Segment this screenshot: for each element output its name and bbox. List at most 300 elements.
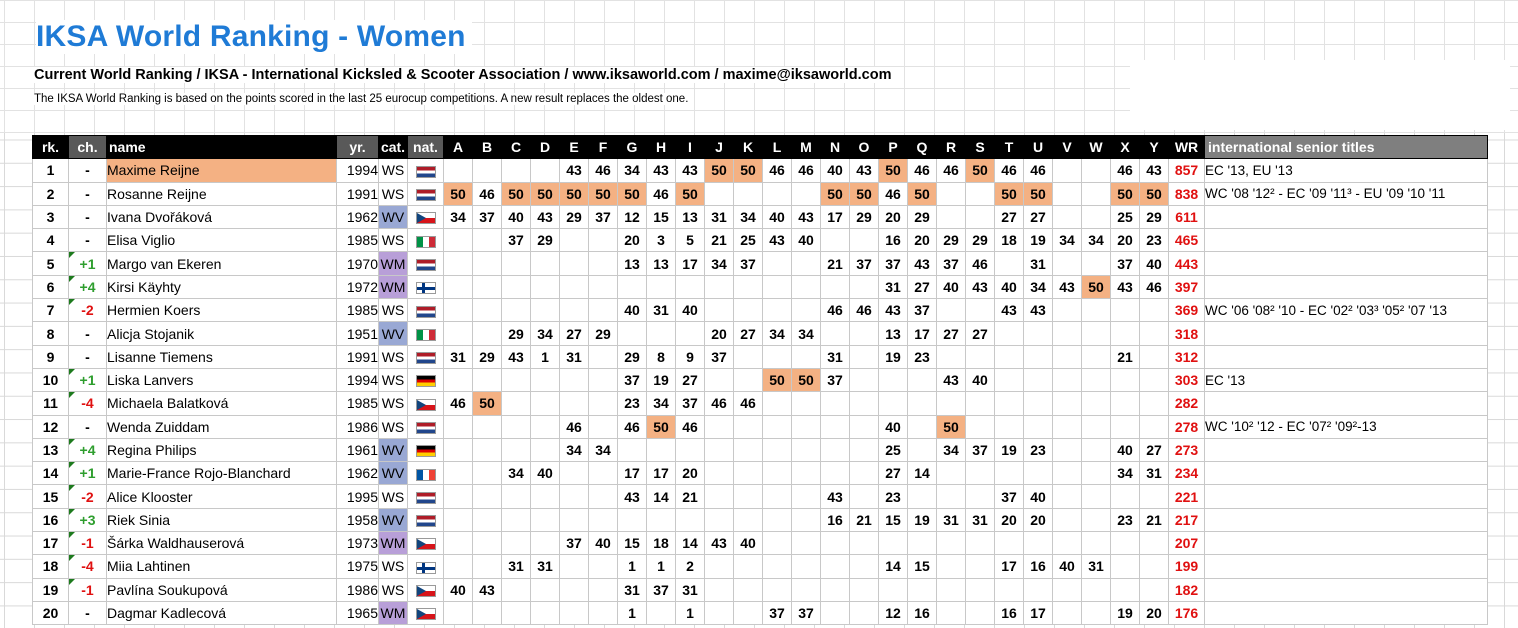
points-cell-b <box>473 229 502 252</box>
rank-cell: 10 <box>33 368 69 391</box>
category-cell: WS <box>379 368 408 391</box>
points-cell-y <box>1140 415 1169 438</box>
points-cell-v <box>1053 159 1082 182</box>
table-row[interactable] <box>33 485 1488 508</box>
header-ch[interactable]: ch. <box>69 136 107 159</box>
points-cell-a <box>444 438 473 461</box>
points-cell-j <box>705 275 734 298</box>
titles-cell <box>1205 438 1488 461</box>
points-cell-k: 27 <box>734 322 763 345</box>
titles-cell <box>1205 532 1488 555</box>
nation-cell <box>408 159 444 182</box>
points-cell-r: 29 <box>937 229 966 252</box>
rank-cell: 18 <box>33 555 69 578</box>
name-cell: Šárka Waldhauserová <box>107 532 337 555</box>
header-comp-g[interactable]: G <box>618 136 647 159</box>
flag-it-icon <box>416 329 436 341</box>
flag-cz-icon <box>416 538 436 550</box>
table-row[interactable] <box>33 578 1488 601</box>
points-cell-y: 40 <box>1140 252 1169 275</box>
points-cell-x <box>1111 485 1140 508</box>
points-cell-y <box>1140 299 1169 322</box>
points-cell-w <box>1082 601 1111 624</box>
points-cell-w <box>1082 205 1111 228</box>
table-row[interactable] <box>33 415 1488 438</box>
points-cell-v <box>1053 368 1082 391</box>
points-cell-w: 31 <box>1082 555 1111 578</box>
points-cell-n: 46 <box>821 299 850 322</box>
header-comp-t[interactable]: T <box>995 136 1024 159</box>
nation-cell <box>408 532 444 555</box>
category-cell: WM <box>379 532 408 555</box>
header-titles[interactable]: international senior titles <box>1205 136 1488 159</box>
header-comp-s[interactable]: S <box>966 136 995 159</box>
points-cell-b <box>473 555 502 578</box>
points-cell-m <box>792 392 821 415</box>
name-cell: Maxime Reijne <box>107 159 337 182</box>
points-cell-q: 46 <box>908 159 937 182</box>
header-comp-n[interactable]: N <box>821 136 850 159</box>
points-cell-n <box>821 532 850 555</box>
rank-cell: 8 <box>33 322 69 345</box>
points-cell-l: 37 <box>763 601 792 624</box>
points-cell-u: 19 <box>1024 229 1053 252</box>
points-cell-k <box>734 275 763 298</box>
points-cell-v <box>1053 299 1082 322</box>
change-cell: - <box>69 345 107 368</box>
titles-cell: EC '13 <box>1205 368 1488 391</box>
table-row[interactable] <box>33 229 1488 252</box>
points-cell-w <box>1082 322 1111 345</box>
points-cell-s <box>966 392 995 415</box>
points-cell-e <box>560 508 589 531</box>
points-cell-m: 50 <box>792 368 821 391</box>
change-cell: -2 <box>69 485 107 508</box>
points-cell-k <box>734 555 763 578</box>
points-cell-m <box>792 462 821 485</box>
points-cell-o: 37 <box>850 252 879 275</box>
world-ranking-points: 273 <box>1169 438 1205 461</box>
points-cell-k <box>734 368 763 391</box>
points-cell-e <box>560 578 589 601</box>
points-cell-u <box>1024 532 1053 555</box>
flag-nl-icon <box>416 352 436 364</box>
header-comp-h[interactable]: H <box>647 136 676 159</box>
points-cell-x: 37 <box>1111 252 1140 275</box>
header-name[interactable]: name <box>107 136 337 159</box>
points-cell-d <box>531 438 560 461</box>
points-cell-q: 17 <box>908 322 937 345</box>
points-cell-x: 20 <box>1111 229 1140 252</box>
points-cell-c: 34 <box>502 462 531 485</box>
points-cell-h: 50 <box>647 415 676 438</box>
points-cell-p: 15 <box>879 508 908 531</box>
world-ranking-points: 217 <box>1169 508 1205 531</box>
points-cell-j <box>705 438 734 461</box>
points-cell-s <box>966 345 995 368</box>
change-cell: +1 <box>69 368 107 391</box>
points-cell-x: 40 <box>1111 438 1140 461</box>
header-wr[interactable]: WR <box>1169 136 1205 159</box>
name-cell: Rosanne Reijne <box>107 182 337 205</box>
table-row[interactable] <box>33 159 1488 182</box>
points-cell-r: 34 <box>937 438 966 461</box>
titles-cell <box>1205 345 1488 368</box>
points-cell-w <box>1082 392 1111 415</box>
world-ranking-points: 221 <box>1169 485 1205 508</box>
header-comp-b[interactable]: B <box>473 136 502 159</box>
header-comp-x[interactable]: X <box>1111 136 1140 159</box>
points-cell-n <box>821 462 850 485</box>
points-cell-w <box>1082 438 1111 461</box>
year-cell: 1961 <box>337 438 379 461</box>
rank-cell: 16 <box>33 508 69 531</box>
points-cell-c: 43 <box>502 345 531 368</box>
points-cell-p: 50 <box>879 159 908 182</box>
header-comp-f[interactable]: F <box>589 136 618 159</box>
nation-cell <box>408 229 444 252</box>
points-cell-d <box>531 485 560 508</box>
points-cell-l <box>763 438 792 461</box>
points-cell-d <box>531 601 560 624</box>
points-cell-p: 19 <box>879 345 908 368</box>
points-cell-u <box>1024 578 1053 601</box>
points-cell-e <box>560 368 589 391</box>
points-cell-k <box>734 182 763 205</box>
points-cell-u: 46 <box>1024 159 1053 182</box>
header-comp-r[interactable]: R <box>937 136 966 159</box>
name-cell: Miia Lahtinen <box>107 555 337 578</box>
points-cell-o <box>850 532 879 555</box>
points-cell-x <box>1111 299 1140 322</box>
points-cell-a <box>444 275 473 298</box>
points-cell-b <box>473 508 502 531</box>
category-cell: WM <box>379 275 408 298</box>
flag-fr-icon <box>416 469 436 481</box>
points-cell-b <box>473 275 502 298</box>
category-cell: WS <box>379 182 408 205</box>
points-cell-q: 29 <box>908 205 937 228</box>
name-cell: Regina Philips <box>107 438 337 461</box>
points-cell-r <box>937 532 966 555</box>
points-cell-b <box>473 159 502 182</box>
points-cell-p <box>879 532 908 555</box>
points-cell-f <box>589 299 618 322</box>
name-cell: Hermien Koers <box>107 299 337 322</box>
points-cell-g: 12 <box>618 205 647 228</box>
table-row[interactable] <box>33 392 1488 415</box>
points-cell-d: 50 <box>531 182 560 205</box>
change-cell: -1 <box>69 578 107 601</box>
points-cell-n: 16 <box>821 508 850 531</box>
points-cell-a <box>444 555 473 578</box>
category-cell: WS <box>379 485 408 508</box>
points-cell-c <box>502 252 531 275</box>
table-row[interactable] <box>33 462 1488 485</box>
change-cell: -2 <box>69 299 107 322</box>
points-cell-m: 34 <box>792 322 821 345</box>
points-cell-u <box>1024 415 1053 438</box>
year-cell: 1972 <box>337 275 379 298</box>
year-cell: 1962 <box>337 462 379 485</box>
points-cell-d <box>531 508 560 531</box>
change-cell: - <box>69 601 107 624</box>
change-cell: +4 <box>69 275 107 298</box>
header-comp-a[interactable]: A <box>444 136 473 159</box>
points-cell-j <box>705 462 734 485</box>
points-cell-n <box>821 415 850 438</box>
points-cell-v <box>1053 415 1082 438</box>
points-cell-w <box>1082 532 1111 555</box>
flag-nl-icon <box>416 422 436 434</box>
points-cell-w: 50 <box>1082 275 1111 298</box>
points-cell-h: 37 <box>647 578 676 601</box>
points-cell-u <box>1024 392 1053 415</box>
points-cell-s: 27 <box>966 322 995 345</box>
nation-cell <box>408 438 444 461</box>
points-cell-x: 46 <box>1111 159 1140 182</box>
points-cell-j: 21 <box>705 229 734 252</box>
name-cell: Riek Sinia <box>107 508 337 531</box>
points-cell-o: 21 <box>850 508 879 531</box>
table-row[interactable] <box>33 555 1488 578</box>
points-cell-l <box>763 275 792 298</box>
points-cell-i: 2 <box>676 555 705 578</box>
points-cell-m <box>792 532 821 555</box>
page-subtitle: Current World Ranking / IKSA - International Kicksled & Scooter Association / www.iksaworld.com / maxime@iksaworld.com <box>34 67 897 83</box>
points-cell-c: 40 <box>502 205 531 228</box>
header-comp-o[interactable]: O <box>850 136 879 159</box>
points-cell-d: 43 <box>531 205 560 228</box>
points-cell-o <box>850 275 879 298</box>
header-nat[interactable]: nat. <box>408 136 444 159</box>
points-cell-p: 16 <box>879 229 908 252</box>
points-cell-e <box>560 485 589 508</box>
points-cell-r <box>937 392 966 415</box>
year-cell: 1986 <box>337 415 379 438</box>
table-row[interactable] <box>33 299 1488 322</box>
points-cell-h: 19 <box>647 368 676 391</box>
name-cell: Dagmar Kadlecová <box>107 601 337 624</box>
header-comp-q[interactable]: Q <box>908 136 937 159</box>
points-cell-s: 31 <box>966 508 995 531</box>
table-row[interactable] <box>33 182 1488 205</box>
points-cell-m <box>792 578 821 601</box>
points-cell-e: 31 <box>560 345 589 368</box>
points-cell-y <box>1140 578 1169 601</box>
points-cell-v: 40 <box>1053 555 1082 578</box>
points-cell-j: 37 <box>705 345 734 368</box>
points-cell-c: 29 <box>502 322 531 345</box>
nation-cell <box>408 205 444 228</box>
points-cell-c <box>502 299 531 322</box>
table-row[interactable] <box>33 275 1488 298</box>
flag-cz-icon <box>416 608 436 620</box>
points-cell-x <box>1111 532 1140 555</box>
header-comp-i[interactable]: I <box>676 136 705 159</box>
points-cell-b <box>473 322 502 345</box>
header-comp-j[interactable]: J <box>705 136 734 159</box>
points-cell-d <box>531 299 560 322</box>
points-cell-i: 37 <box>676 392 705 415</box>
change-cell: - <box>69 205 107 228</box>
year-cell: 1994 <box>337 368 379 391</box>
points-cell-s: 29 <box>966 229 995 252</box>
header-rk[interactable]: rk. <box>33 136 69 159</box>
header-comp-k[interactable]: K <box>734 136 763 159</box>
table-row[interactable] <box>33 508 1488 531</box>
points-cell-w <box>1082 299 1111 322</box>
table-row[interactable] <box>33 532 1488 555</box>
points-cell-y <box>1140 368 1169 391</box>
points-cell-w <box>1082 368 1111 391</box>
flag-nl-icon <box>416 492 436 504</box>
points-cell-y: 29 <box>1140 205 1169 228</box>
world-ranking-points: 182 <box>1169 578 1205 601</box>
points-cell-s <box>966 205 995 228</box>
points-cell-x: 34 <box>1111 462 1140 485</box>
points-cell-x: 43 <box>1111 275 1140 298</box>
points-cell-i: 1 <box>676 601 705 624</box>
points-cell-t: 50 <box>995 182 1024 205</box>
world-ranking-points: 838 <box>1169 182 1205 205</box>
header-yr[interactable]: yr. <box>337 136 379 159</box>
points-cell-l: 50 <box>763 368 792 391</box>
header-comp-v[interactable]: V <box>1053 136 1082 159</box>
rank-cell: 17 <box>33 532 69 555</box>
points-cell-l <box>763 415 792 438</box>
header-comp-m[interactable]: M <box>792 136 821 159</box>
points-cell-d <box>531 578 560 601</box>
points-cell-q <box>908 578 937 601</box>
change-cell: +1 <box>69 252 107 275</box>
points-cell-g: 34 <box>618 159 647 182</box>
points-cell-x: 25 <box>1111 205 1140 228</box>
titles-cell <box>1205 555 1488 578</box>
points-cell-h <box>647 322 676 345</box>
points-cell-q <box>908 415 937 438</box>
points-cell-n <box>821 438 850 461</box>
points-cell-x <box>1111 578 1140 601</box>
table-row[interactable] <box>33 345 1488 368</box>
points-cell-k: 46 <box>734 392 763 415</box>
points-cell-j: 43 <box>705 532 734 555</box>
points-cell-a: 34 <box>444 205 473 228</box>
points-cell-v <box>1053 322 1082 345</box>
points-cell-u <box>1024 462 1053 485</box>
header-comp-l[interactable]: L <box>763 136 792 159</box>
change-cell: - <box>69 182 107 205</box>
header-row <box>33 136 1488 159</box>
table-row[interactable] <box>33 205 1488 228</box>
year-cell: 1973 <box>337 532 379 555</box>
table-row[interactable] <box>33 252 1488 275</box>
category-cell: WS <box>379 415 408 438</box>
nation-cell <box>408 275 444 298</box>
points-cell-f <box>589 392 618 415</box>
flag-it-icon <box>416 236 436 248</box>
table-row[interactable] <box>33 438 1488 461</box>
points-cell-g <box>618 275 647 298</box>
header-comp-e[interactable]: E <box>560 136 589 159</box>
points-cell-r <box>937 485 966 508</box>
points-cell-i: 13 <box>676 205 705 228</box>
points-cell-q: 43 <box>908 252 937 275</box>
points-cell-o: 43 <box>850 159 879 182</box>
points-cell-w <box>1082 182 1111 205</box>
header-comp-d[interactable]: D <box>531 136 560 159</box>
header-cat[interactable]: cat. <box>379 136 408 159</box>
nation-cell <box>408 578 444 601</box>
points-cell-s <box>966 299 995 322</box>
name-cell: Elisa Viglio <box>107 229 337 252</box>
points-cell-y <box>1140 485 1169 508</box>
points-cell-o <box>850 322 879 345</box>
world-ranking-points: 465 <box>1169 229 1205 252</box>
points-cell-u: 23 <box>1024 438 1053 461</box>
points-cell-o <box>850 462 879 485</box>
points-cell-a <box>444 159 473 182</box>
points-cell-w <box>1082 252 1111 275</box>
year-cell: 1970 <box>337 252 379 275</box>
blank-area <box>1130 60 1510 130</box>
header-comp-p[interactable]: P <box>879 136 908 159</box>
points-cell-k <box>734 299 763 322</box>
points-cell-p: 23 <box>879 485 908 508</box>
points-cell-f <box>589 275 618 298</box>
points-cell-t <box>995 252 1024 275</box>
points-cell-d <box>531 368 560 391</box>
points-cell-k: 40 <box>734 532 763 555</box>
points-cell-t <box>995 368 1024 391</box>
points-cell-m: 46 <box>792 159 821 182</box>
header-comp-w[interactable]: W <box>1082 136 1111 159</box>
table-row[interactable] <box>33 322 1488 345</box>
points-cell-q: 15 <box>908 555 937 578</box>
points-cell-j <box>705 508 734 531</box>
table-row[interactable] <box>33 368 1488 391</box>
table-row[interactable] <box>33 601 1488 624</box>
points-cell-x <box>1111 415 1140 438</box>
points-cell-o <box>850 555 879 578</box>
points-cell-q <box>908 485 937 508</box>
points-cell-n <box>821 275 850 298</box>
points-cell-e: 27 <box>560 322 589 345</box>
header-comp-u[interactable]: U <box>1024 136 1053 159</box>
points-cell-t <box>995 532 1024 555</box>
rank-cell: 4 <box>33 229 69 252</box>
nation-cell <box>408 252 444 275</box>
year-cell: 1951 <box>337 322 379 345</box>
rank-cell: 20 <box>33 601 69 624</box>
points-cell-r <box>937 182 966 205</box>
points-cell-k <box>734 485 763 508</box>
points-cell-s: 37 <box>966 438 995 461</box>
points-cell-x <box>1111 368 1140 391</box>
points-cell-v <box>1053 462 1082 485</box>
points-cell-g: 40 <box>618 299 647 322</box>
points-cell-l <box>763 252 792 275</box>
points-cell-t: 37 <box>995 485 1024 508</box>
points-cell-l <box>763 182 792 205</box>
points-cell-t <box>995 578 1024 601</box>
points-cell-v <box>1053 205 1082 228</box>
header-comp-c[interactable]: C <box>502 136 531 159</box>
world-ranking-points: 397 <box>1169 275 1205 298</box>
points-cell-x <box>1111 322 1140 345</box>
header-comp-y[interactable]: Y <box>1140 136 1169 159</box>
points-cell-s <box>966 578 995 601</box>
